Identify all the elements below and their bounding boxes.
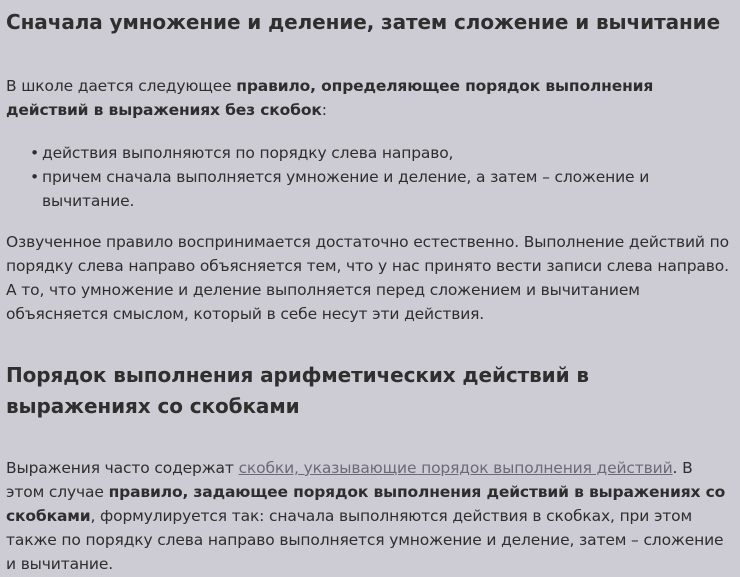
section-heading-no-brackets: Сначала умножение и деление, затем сложение и вычитание bbox=[6, 10, 721, 34]
brackets-link[interactable]: скобки, указывающие порядок выполнения действий bbox=[238, 459, 673, 477]
intro-paragraph bbox=[6, 74, 734, 122]
explanation-paragraph: Озвученное правило воспринимается достаточно естественно. Выполнение действий по порядку слева направо объясняется тем, что у нас принято вести записи слева направо. А то, что умножение и деление выполняется перед сложением и вычитанием объясняется смыслом, который в себе несут эти действия. bbox=[6, 233, 729, 323]
paragraph-text: Выражения часто содержат bbox=[6, 459, 239, 477]
article-content bbox=[6, 0, 734, 576]
rules-list bbox=[6, 141, 734, 213]
bullet-icon: • bbox=[30, 168, 39, 186]
list-item bbox=[30, 165, 734, 213]
rule-bold-text: правило, задающее порядок выполнения действий в выражениях со скобками bbox=[6, 483, 726, 525]
list-item-text: причем сначала выполняется умножение и деление, а затем – сложение и вычитание. bbox=[42, 168, 650, 210]
rule-bold-text: правило, определяющее порядок выполнения действий в выражениях без скобок bbox=[6, 77, 654, 119]
paragraph-text: , формулируется так: сначала выполняются действия в скобках, при этом также по порядку слева направо выполняется умножение и деление, затем – сложение и вычитание. bbox=[6, 507, 724, 573]
intro-colon: : bbox=[321, 101, 327, 119]
brackets-paragraph bbox=[6, 456, 734, 576]
list-item-text: действия выполняются по порядку слева направо, bbox=[42, 144, 454, 162]
bullet-icon: • bbox=[30, 144, 39, 162]
paragraph-text: . В этом случае bbox=[6, 459, 693, 501]
section-heading-with-brackets: Порядок выполнения арифметических действий в выражениях со скобками bbox=[6, 363, 589, 418]
list-item bbox=[30, 141, 734, 165]
intro-text: В школе дается следующее bbox=[6, 77, 237, 95]
